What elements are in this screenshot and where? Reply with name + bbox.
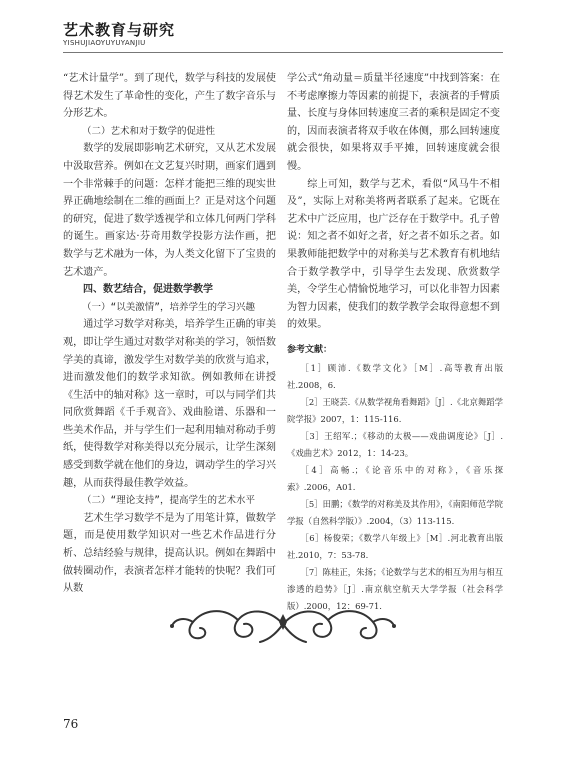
reference-item: ［6］杨俊荣；《数学八年级上》［M］.河北教育出版社.2010，7：53-78.: [287, 533, 503, 560]
page-number: 76: [63, 717, 79, 731]
references: [287, 342, 503, 615]
reference-item: ［3］王绍军.；《移动的太极——戏曲调度论》［J］.《戏曲艺术》2012，1：14-23。: [287, 431, 503, 458]
reference-item: ［1］顾沛.《数学文化》［M］.高等教育出版社.2008，6.: [287, 363, 503, 390]
paragraph: 学公式“角动量＝质量半径速度”中找到答案：在不考虑摩擦力等因素的前提下，表演者的手臂质量、长度与身体回转速度三者的乘积是固定不变的，因而表演者将双手收在体侧，那么回转速度就会很快，如果将双手平摊，回转速度就会很慢。: [287, 73, 500, 172]
paragraph: 数学的发展即影响艺术研究，又从艺术发展中汲取营养。例如在文艺复兴时期，画家们遇到一个非常棘手的问题：怎样才能把三维的现实世界正确地绘制在二维的画面上？正是对这个问题的研究，促进了数学透视学和立体几何两门学科的诞生。画家达·芬奇用数学投影方法作画，把数学与艺术融为一体，为人类文化留下了宝贵的艺术遗产。: [63, 143, 276, 278]
paragraph: 通过学习数学对称美，培养学生正确的审美观，即让学生通过对数学对称美的学习，领悟数学美的真谛，激发学生对数学美的欣赏与追求，进而激发他们的数学求知欲。例如教师在讲授《生活中的轴对称》这一章时，可以与同学们共同欣赏舞蹈《千手观音》、戏曲脸谱、乐器和一些美术作品，并与学生们一起利用轴对称动手剪纸，使得数学对称美得以充分展示，让学生深刻感受到数学就在他们的身边，调动学生的学习兴趣，从而获得最佳教学效益。: [63, 319, 276, 489]
left-column: [63, 70, 276, 598]
header-rule: [63, 52, 503, 53]
subsection-heading: （一）“以美激情”，培养学生的学习兴趣: [82, 301, 255, 313]
reference-item: ［5］田鹏；《数学的对称美及其作用》，《南阳师范学院学报（自然科学版）》.2004，（3）113-115.: [287, 499, 503, 526]
subsection-heading: （二）“理论支持”，提高学生的艺术水平: [82, 495, 255, 507]
journal-title: 艺术教育与研究: [63, 21, 176, 39]
right-column: [287, 70, 500, 334]
reference-item: ［4］高畅.；《论音乐中的对称》，《音乐探索》.2006，A01.: [287, 465, 503, 492]
reference-item: ［2］王晓芸.《从数学视角看舞蹈》［J］.《北京舞蹈学院学报》2007，1：115-116.: [287, 397, 503, 424]
journal-header: [63, 22, 175, 48]
paragraph: “艺术计量学”。到了现代，数学与科技的发展使得艺术发生了革命性的变化，产生了数字音乐与分形艺术。: [63, 73, 276, 120]
reference-item: ［7］陈桂正，朱扬；《论数学与艺术的相互为用与相互渗透的趋势》［J］.南京航空航天大学学报（社会科学版）.2000，12：69-71.: [287, 567, 503, 611]
section-heading: 四、数艺结合，促进数学教学: [83, 284, 213, 296]
subsection-heading: （二）艺术和对于数学的促进性: [82, 125, 216, 137]
paragraph: 综上可知，数学与艺术，看似“风马牛不相及”，实际上对称美将两者联系了起来。它既在艺术中广泛应用，也广泛存在于数学中。孔子曾说：知之者不如好之者，好之者不如乐之者。如果教师能把数学中的对称美与艺术教育有机地结合于数学教学中，引导学生去发现、欣赏数学美，令学生心情愉悦地学习，可以化非智力因素为智力因素，使我们的数学教学会取得意想不到的效果。: [287, 178, 500, 331]
decorative-ornament: [168, 600, 398, 648]
paragraph: 艺术生学习数学不是为了用笔计算，做数学题，而是使用数学知识对一些艺术作品进行分析、总结经验与规律，提高认识。例如在舞蹈中做转圈动作，表演者怎样才能转的快呢？我们可从数: [63, 512, 276, 595]
references-title: 参考文献：: [287, 345, 333, 355]
journal-pinyin: YISHUJIAOYUYUYANJIU: [63, 39, 146, 47]
